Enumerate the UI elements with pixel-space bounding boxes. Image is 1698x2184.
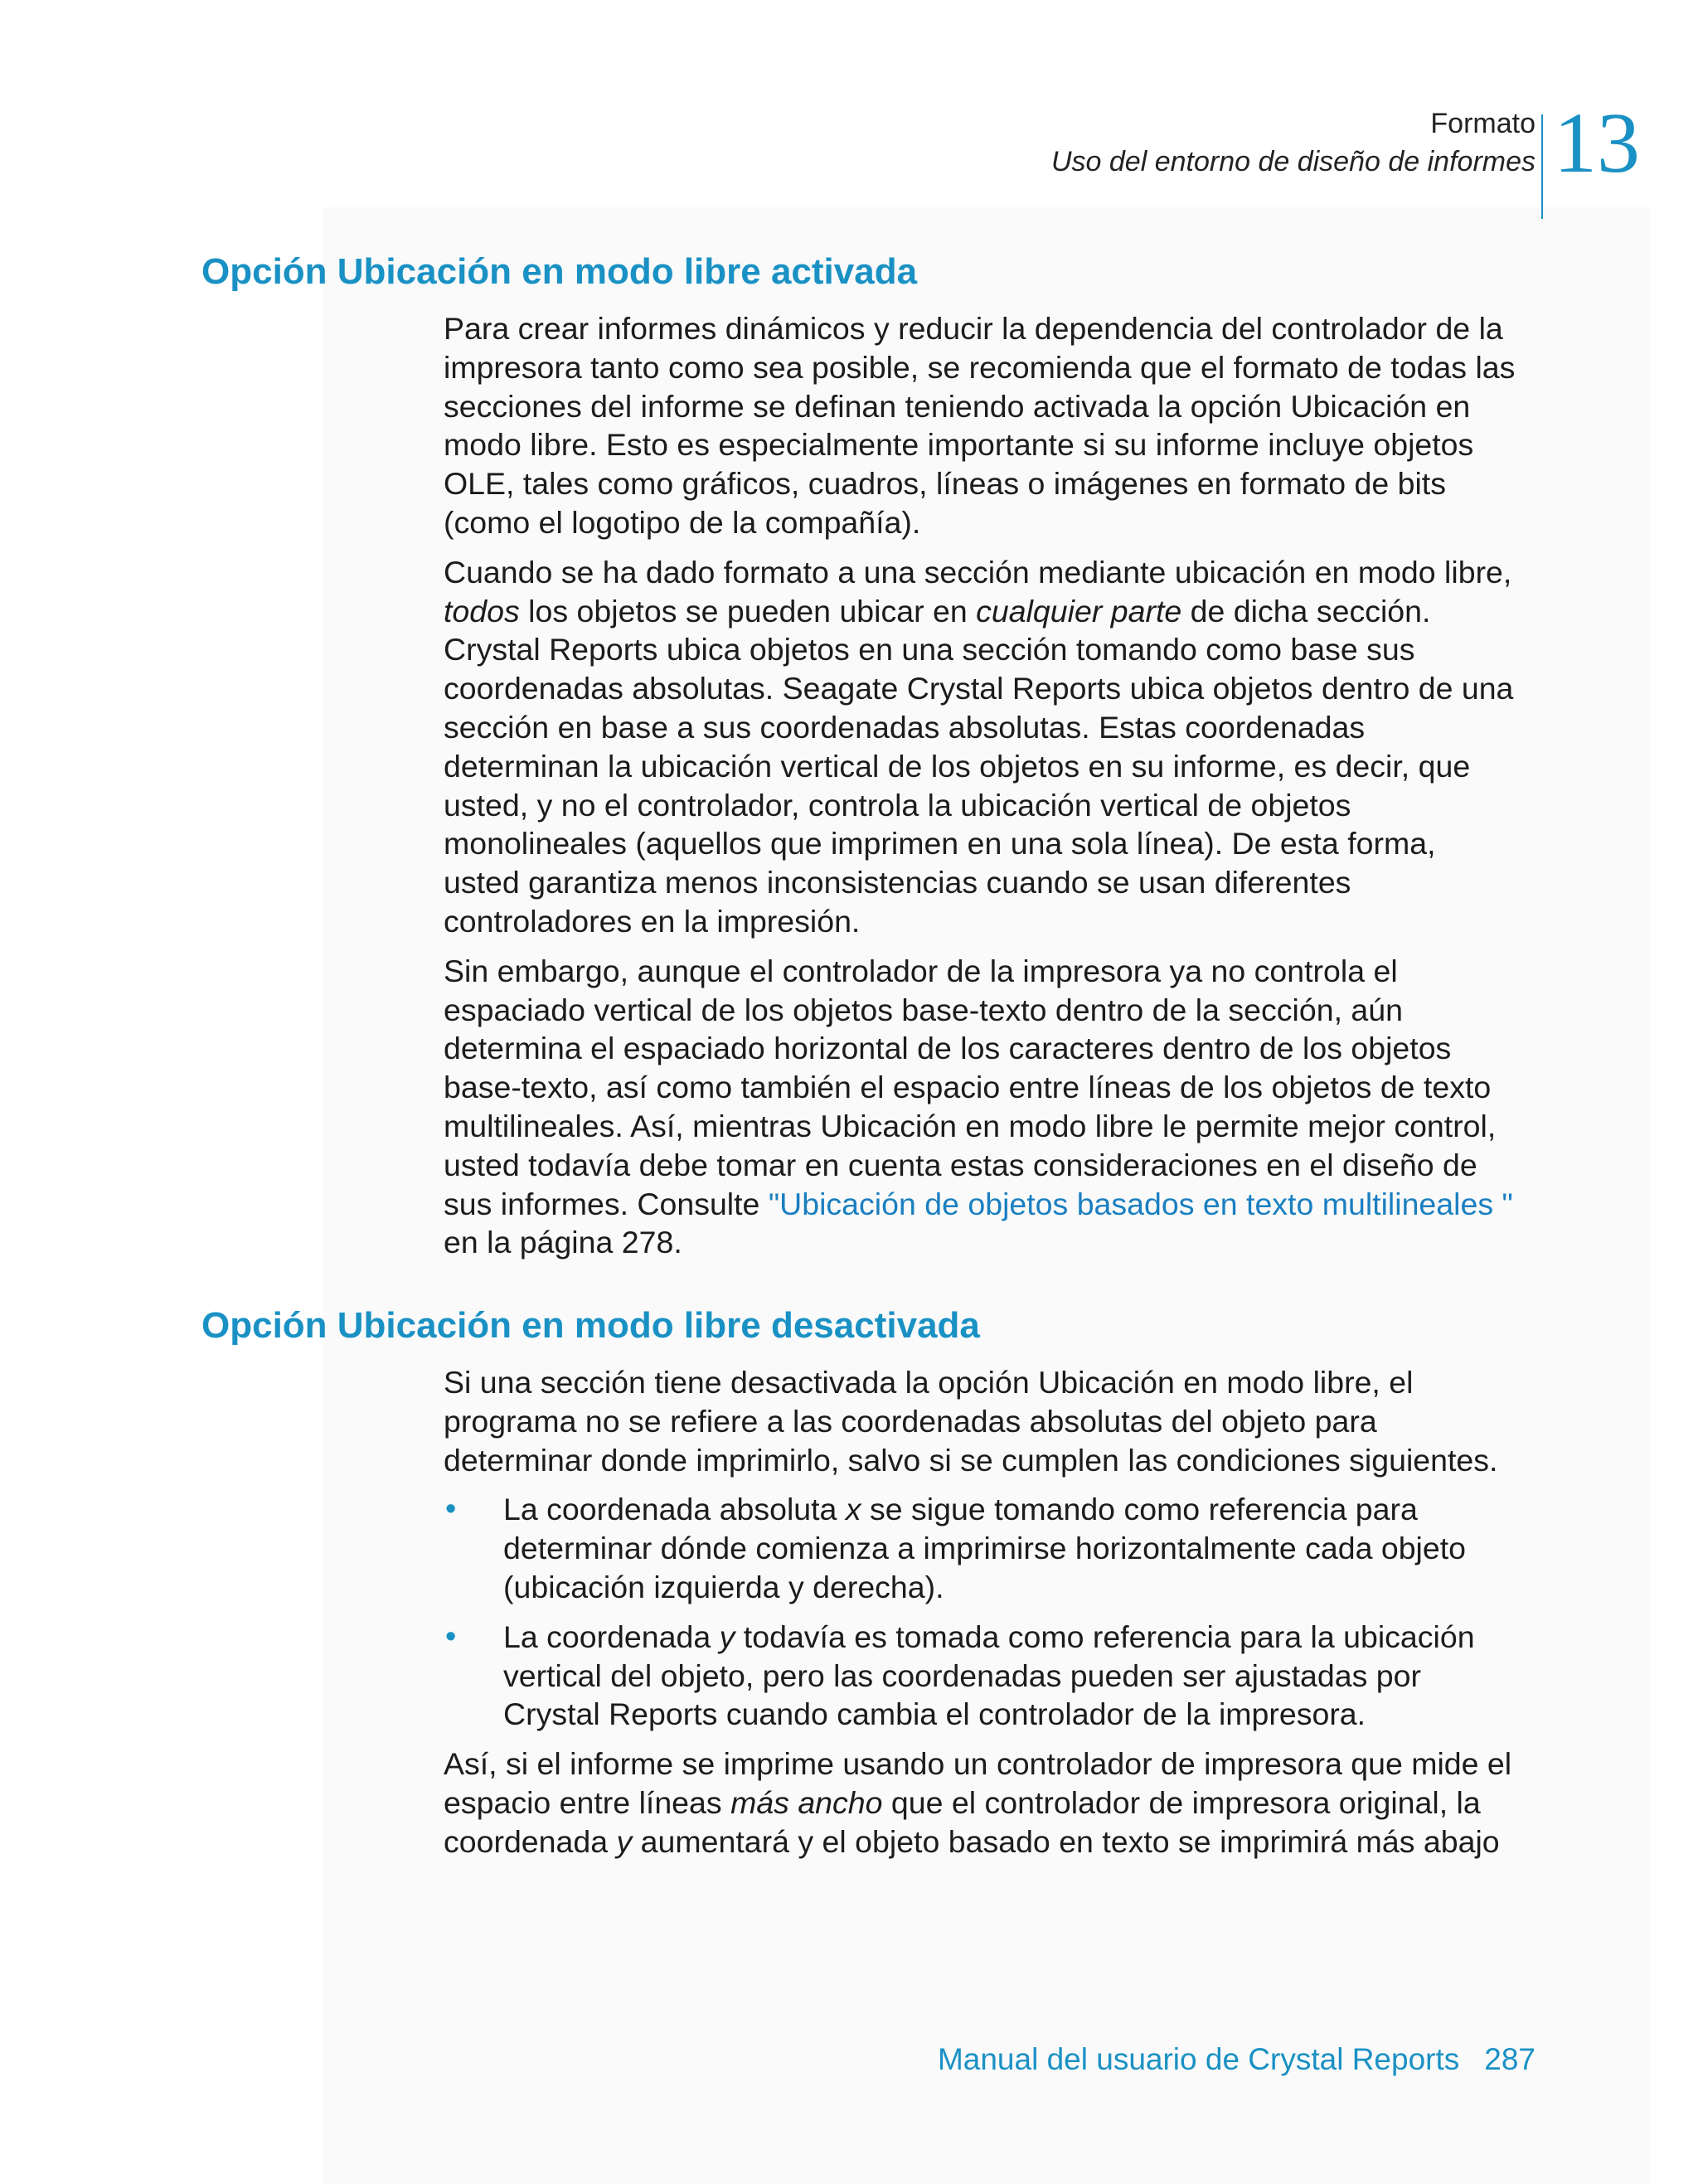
emphasis: más ancho bbox=[730, 1784, 883, 1820]
text-line: impresora tanto como sea posible, se recomienda que el formato de todas las bbox=[444, 349, 1516, 385]
text-line bbox=[444, 592, 1538, 631]
paragraph bbox=[444, 1363, 1538, 1479]
section-body-activada bbox=[444, 309, 1538, 1273]
text-line: controladores en la impresión. bbox=[444, 903, 861, 939]
emphasis: x bbox=[845, 1492, 861, 1527]
text-line: coordenadas absolutas. Seagate Crystal Reports ubica objetos dentro de una bbox=[444, 671, 1514, 706]
text-line: usted garantiza menos inconsistencias cuando se usan diferentes bbox=[444, 865, 1351, 900]
text-span: sus informes. Consulte bbox=[444, 1186, 769, 1221]
text-span: de dicha sección. bbox=[1181, 593, 1431, 629]
text-line: monolineales (aquellos que imprimen en una sola línea). De esta forma, bbox=[444, 826, 1436, 861]
text-line bbox=[503, 1618, 1538, 1657]
text-line: Cuando se ha dado formato a una sección mediante ubicación en modo libre, bbox=[444, 554, 1512, 590]
list-item bbox=[444, 1490, 1538, 1606]
text-line: vertical del objeto, pero las coordenadas pueden ser ajustadas por bbox=[503, 1657, 1421, 1693]
footer-book-title: Manual del usuario de Crystal Reports bbox=[937, 2042, 1460, 2076]
emphasis: cualquier parte bbox=[976, 593, 1182, 629]
text-line: usted todavía debe tomar en cuenta estas consideraciones en el diseño de bbox=[444, 1147, 1477, 1182]
text-line: determinar donde imprimirlo, salvo si se cumplen las condiciones siguientes. bbox=[444, 1442, 1498, 1478]
text-line: en la página 278. bbox=[444, 1225, 682, 1260]
emphasis: y bbox=[719, 1619, 735, 1654]
text-span: todavía es tomada como referencia para la ubicación bbox=[735, 1619, 1475, 1654]
text-line: Así, si el informe se imprime usando un controlador de impresora que mide el bbox=[444, 1746, 1512, 1782]
text-line: sección en base a sus coordenadas absolutas. Estas coordenadas bbox=[444, 709, 1366, 745]
text-span: que el controlador de impresora original, la bbox=[882, 1784, 1481, 1820]
paragraph bbox=[444, 553, 1538, 941]
text-line: (ubicación izquierda y derecha). bbox=[503, 1569, 944, 1604]
text-line: secciones del informe se definan teniendo activada la opción Ubicación en bbox=[444, 388, 1471, 424]
bullet-icon: • bbox=[445, 1492, 457, 1527]
emphasis: todos bbox=[444, 593, 520, 629]
text-line bbox=[503, 1490, 1538, 1529]
text-line bbox=[444, 1822, 1538, 1861]
text-line: Si una sección tiene desactivada la opción Ubicación en modo libre, el bbox=[444, 1365, 1414, 1400]
text-line: Crystal Reports ubica objetos en una sección tomando como base sus bbox=[444, 632, 1415, 667]
running-header bbox=[1051, 106, 1535, 182]
text-line: multilineales. Así, mientras Ubicación en modo libre le permite mejor control, bbox=[444, 1108, 1497, 1143]
emphasis: y bbox=[616, 1823, 633, 1859]
section-body-desactivada bbox=[444, 1363, 1538, 1872]
text-span: coordenada bbox=[444, 1823, 617, 1859]
text-line: determina el espaciado horizontal de los caracteres dentro de los objetos bbox=[444, 1031, 1452, 1066]
text-line: Sin embargo, aunque el controlador de la impresora ya no controla el bbox=[444, 953, 1398, 988]
text-line: determinar dónde comienza a imprimirse horizontalmente cada objeto bbox=[503, 1531, 1467, 1566]
list-item bbox=[444, 1618, 1538, 1734]
header-section-title: Formato bbox=[1430, 108, 1535, 139]
text-line: OLE, tales como gráficos, cuadros, líneas o imágenes en formato de bits bbox=[444, 466, 1446, 502]
text-span: los objetos se pueden ubicar en bbox=[519, 593, 977, 629]
text-line: modo libre. Esto es especialmente importante si su informe incluye objetos bbox=[444, 427, 1474, 463]
bullet-icon: • bbox=[445, 1619, 457, 1654]
page-footer bbox=[938, 2040, 1535, 2080]
text-span: aumentará y el objeto basado en texto se imprimirá más abajo bbox=[632, 1823, 1500, 1859]
paragraph bbox=[444, 1745, 1538, 1861]
text-span: se sigue tomando como referencia para bbox=[861, 1492, 1418, 1527]
text-line: determinan la ubicación vertical de los objetos en su informe, es decir, que bbox=[444, 748, 1471, 784]
text-line bbox=[444, 1784, 1538, 1822]
bullet-list bbox=[444, 1490, 1538, 1734]
chapter-number: 13 bbox=[1554, 95, 1640, 191]
text-line bbox=[444, 1185, 1538, 1224]
text-line: Para crear informes dinámicos y reducir la dependencia del controlador de la bbox=[444, 311, 1503, 346]
text-line: espaciado vertical de los objetos base-texto dentro de la sección, aún bbox=[444, 992, 1403, 1027]
text-line: (como el logotipo de la compañía). bbox=[444, 504, 921, 540]
text-line: programa no se refiere a las coordenadas absolutas del objeto para bbox=[444, 1403, 1377, 1439]
text-line: usted, y no el controlador, controla la ubicación vertical de objetos bbox=[444, 787, 1351, 823]
text-span: espacio entre líneas bbox=[444, 1784, 731, 1820]
text-span: La coordenada bbox=[503, 1619, 720, 1654]
page-number: 287 bbox=[1484, 2042, 1535, 2076]
text-span: La coordenada absoluta bbox=[503, 1492, 846, 1527]
header-subsection-title: Uso del entorno de diseño de informes bbox=[1050, 146, 1535, 177]
text-line: Crystal Reports cuando cambia el controlador de la impresora. bbox=[503, 1696, 1366, 1732]
paragraph bbox=[444, 952, 1538, 1262]
cross-reference-link[interactable]: "Ubicación de objetos basados en texto multilineales " bbox=[768, 1186, 1513, 1221]
section-heading-desactivada: Opción Ubicación en modo libre desactivada bbox=[201, 1305, 980, 1346]
paragraph bbox=[444, 309, 1538, 542]
text-line: base-texto, así como también el espacio entre líneas de los objetos de texto bbox=[444, 1070, 1492, 1105]
chapter-divider bbox=[1541, 114, 1543, 219]
section-heading-activada: Opción Ubicación en modo libre activada bbox=[201, 251, 918, 292]
